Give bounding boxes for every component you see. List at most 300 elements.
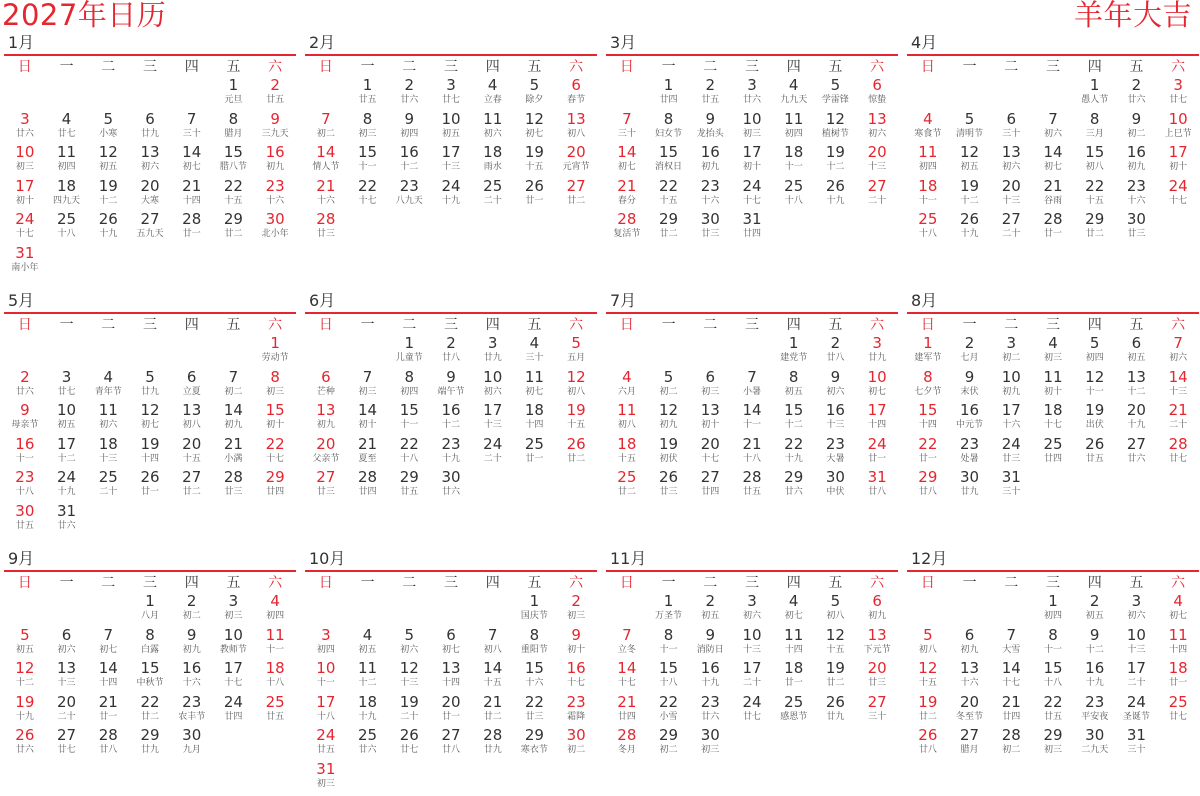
day-cell[interactable] — [305, 178, 347, 212]
day-cell[interactable] — [1074, 660, 1116, 694]
day-cell[interactable] — [648, 660, 690, 694]
day-cell[interactable] — [815, 469, 857, 503]
day-cell[interactable] — [46, 111, 88, 145]
day-cell[interactable] — [388, 369, 430, 403]
day-cell[interactable] — [1074, 627, 1116, 661]
day-cell[interactable] — [990, 178, 1032, 212]
day-cell[interactable] — [1032, 660, 1074, 694]
day-cell[interactable] — [87, 436, 129, 470]
day-cell[interactable] — [305, 694, 347, 728]
day-cell[interactable] — [555, 660, 597, 694]
day-cell[interactable] — [430, 369, 472, 403]
day-cell[interactable] — [815, 144, 857, 178]
day-cell[interactable] — [87, 694, 129, 728]
day-cell[interactable] — [1157, 660, 1199, 694]
day-cell[interactable] — [689, 144, 731, 178]
day-cell[interactable] — [648, 178, 690, 212]
day-cell[interactable] — [907, 369, 949, 403]
day-cell[interactable] — [4, 111, 46, 145]
day-cell[interactable] — [87, 727, 129, 761]
day-cell[interactable] — [472, 144, 514, 178]
day-cell[interactable] — [990, 402, 1032, 436]
day-cell[interactable] — [254, 111, 296, 145]
day-cell[interactable] — [46, 469, 88, 503]
day-cell[interactable] — [606, 660, 648, 694]
day-cell[interactable] — [46, 402, 88, 436]
day-cell[interactable] — [773, 111, 815, 145]
day-cell[interactable] — [254, 469, 296, 503]
day-cell[interactable] — [388, 727, 430, 761]
day-cell[interactable] — [648, 111, 690, 145]
day-cell[interactable] — [4, 727, 46, 761]
day-cell[interactable] — [254, 436, 296, 470]
day-cell[interactable] — [555, 77, 597, 111]
day-cell[interactable] — [990, 694, 1032, 728]
day-cell[interactable] — [1074, 178, 1116, 212]
day-cell[interactable] — [773, 436, 815, 470]
day-cell[interactable] — [305, 369, 347, 403]
day-cell[interactable] — [514, 144, 556, 178]
day-cell[interactable] — [856, 369, 898, 403]
day-cell[interactable] — [648, 593, 690, 627]
day-cell[interactable] — [1116, 144, 1158, 178]
day-cell[interactable] — [731, 369, 773, 403]
day-cell[interactable] — [347, 469, 389, 503]
day-cell[interactable] — [990, 144, 1032, 178]
day-cell[interactable] — [472, 694, 514, 728]
day-cell[interactable] — [990, 469, 1032, 503]
day-cell[interactable] — [689, 77, 731, 111]
day-cell[interactable] — [514, 77, 556, 111]
day-cell[interactable] — [949, 436, 991, 470]
day-cell[interactable] — [472, 111, 514, 145]
day-cell[interactable] — [388, 660, 430, 694]
day-cell[interactable] — [129, 402, 171, 436]
day-cell[interactable] — [514, 369, 556, 403]
day-cell[interactable] — [1116, 627, 1158, 661]
day-cell[interactable] — [856, 402, 898, 436]
day-cell[interactable] — [1074, 144, 1116, 178]
day-cell[interactable] — [514, 727, 556, 761]
day-cell[interactable] — [388, 144, 430, 178]
day-cell[interactable] — [305, 761, 347, 795]
day-cell[interactable] — [815, 369, 857, 403]
day-cell[interactable] — [1116, 694, 1158, 728]
day-cell[interactable] — [815, 436, 857, 470]
day-cell[interactable] — [87, 111, 129, 145]
day-cell[interactable] — [171, 178, 213, 212]
day-cell[interactable] — [129, 469, 171, 503]
day-cell[interactable] — [648, 369, 690, 403]
day-cell[interactable] — [129, 436, 171, 470]
day-cell[interactable] — [129, 694, 171, 728]
day-cell[interactable] — [1116, 211, 1158, 245]
day-cell[interactable] — [472, 402, 514, 436]
day-cell[interactable] — [949, 335, 991, 369]
day-cell[interactable] — [129, 111, 171, 145]
day-cell[interactable] — [305, 211, 347, 245]
day-cell[interactable] — [430, 436, 472, 470]
day-cell[interactable] — [171, 211, 213, 245]
day-cell[interactable] — [648, 211, 690, 245]
day-cell[interactable] — [648, 627, 690, 661]
day-cell[interactable] — [305, 111, 347, 145]
day-cell[interactable] — [856, 593, 898, 627]
day-cell[interactable] — [129, 627, 171, 661]
day-cell[interactable] — [129, 369, 171, 403]
day-cell[interactable] — [46, 436, 88, 470]
day-cell[interactable] — [1157, 77, 1199, 111]
day-cell[interactable] — [606, 211, 648, 245]
day-cell[interactable] — [1032, 727, 1074, 761]
day-cell[interactable] — [555, 369, 597, 403]
day-cell[interactable] — [731, 694, 773, 728]
day-cell[interactable] — [87, 660, 129, 694]
day-cell[interactable] — [254, 694, 296, 728]
day-cell[interactable] — [815, 77, 857, 111]
day-cell[interactable] — [254, 402, 296, 436]
day-cell[interactable] — [46, 694, 88, 728]
day-cell[interactable] — [990, 369, 1032, 403]
day-cell[interactable] — [430, 111, 472, 145]
day-cell[interactable] — [1157, 144, 1199, 178]
day-cell[interactable] — [907, 211, 949, 245]
day-cell[interactable] — [907, 111, 949, 145]
day-cell[interactable] — [46, 503, 88, 537]
day-cell[interactable] — [689, 627, 731, 661]
day-cell[interactable] — [1157, 335, 1199, 369]
day-cell[interactable] — [46, 727, 88, 761]
day-cell[interactable] — [430, 469, 472, 503]
day-cell[interactable] — [990, 335, 1032, 369]
day-cell[interactable] — [1032, 369, 1074, 403]
day-cell[interactable] — [213, 694, 255, 728]
day-cell[interactable] — [1116, 335, 1158, 369]
day-cell[interactable] — [430, 727, 472, 761]
day-cell[interactable] — [773, 77, 815, 111]
day-cell[interactable] — [731, 77, 773, 111]
day-cell[interactable] — [254, 77, 296, 111]
day-cell[interactable] — [254, 593, 296, 627]
day-cell[interactable] — [689, 593, 731, 627]
day-cell[interactable] — [1074, 111, 1116, 145]
day-cell[interactable] — [555, 402, 597, 436]
day-cell[interactable] — [254, 335, 296, 369]
day-cell[interactable] — [555, 335, 597, 369]
day-cell[interactable] — [87, 627, 129, 661]
day-cell[interactable] — [1032, 211, 1074, 245]
day-cell[interactable] — [129, 211, 171, 245]
day-cell[interactable] — [305, 727, 347, 761]
day-cell[interactable] — [305, 144, 347, 178]
day-cell[interactable] — [1032, 178, 1074, 212]
day-cell[interactable] — [1116, 402, 1158, 436]
day-cell[interactable] — [1157, 369, 1199, 403]
day-cell[interactable] — [1116, 369, 1158, 403]
day-cell[interactable] — [347, 178, 389, 212]
day-cell[interactable] — [815, 335, 857, 369]
day-cell[interactable] — [1157, 178, 1199, 212]
day-cell[interactable] — [4, 245, 46, 279]
day-cell[interactable] — [731, 211, 773, 245]
day-cell[interactable] — [856, 144, 898, 178]
day-cell[interactable] — [514, 660, 556, 694]
day-cell[interactable] — [648, 469, 690, 503]
day-cell[interactable] — [1116, 660, 1158, 694]
day-cell[interactable] — [46, 178, 88, 212]
day-cell[interactable] — [907, 436, 949, 470]
day-cell[interactable] — [129, 593, 171, 627]
day-cell[interactable] — [689, 369, 731, 403]
day-cell[interactable] — [949, 144, 991, 178]
day-cell[interactable] — [388, 335, 430, 369]
day-cell[interactable] — [731, 111, 773, 145]
day-cell[interactable] — [773, 178, 815, 212]
day-cell[interactable] — [430, 402, 472, 436]
day-cell[interactable] — [689, 211, 731, 245]
day-cell[interactable] — [815, 593, 857, 627]
day-cell[interactable] — [1157, 402, 1199, 436]
day-cell[interactable] — [388, 77, 430, 111]
day-cell[interactable] — [254, 660, 296, 694]
day-cell[interactable] — [606, 469, 648, 503]
day-cell[interactable] — [773, 694, 815, 728]
day-cell[interactable] — [1032, 402, 1074, 436]
day-cell[interactable] — [648, 694, 690, 728]
day-cell[interactable] — [347, 627, 389, 661]
day-cell[interactable] — [514, 593, 556, 627]
day-cell[interactable] — [990, 627, 1032, 661]
day-cell[interactable] — [254, 369, 296, 403]
day-cell[interactable] — [129, 144, 171, 178]
day-cell[interactable] — [856, 77, 898, 111]
day-cell[interactable] — [907, 660, 949, 694]
day-cell[interactable] — [171, 660, 213, 694]
day-cell[interactable] — [213, 593, 255, 627]
day-cell[interactable] — [46, 211, 88, 245]
day-cell[interactable] — [731, 436, 773, 470]
day-cell[interactable] — [689, 660, 731, 694]
day-cell[interactable] — [815, 178, 857, 212]
day-cell[interactable] — [1157, 436, 1199, 470]
day-cell[interactable] — [555, 436, 597, 470]
day-cell[interactable] — [213, 144, 255, 178]
day-cell[interactable] — [648, 144, 690, 178]
day-cell[interactable] — [907, 694, 949, 728]
day-cell[interactable] — [514, 111, 556, 145]
day-cell[interactable] — [815, 627, 857, 661]
day-cell[interactable] — [305, 436, 347, 470]
day-cell[interactable] — [305, 402, 347, 436]
day-cell[interactable] — [949, 727, 991, 761]
day-cell[interactable] — [1032, 627, 1074, 661]
day-cell[interactable] — [555, 178, 597, 212]
day-cell[interactable] — [1074, 335, 1116, 369]
day-cell[interactable] — [171, 402, 213, 436]
day-cell[interactable] — [4, 402, 46, 436]
day-cell[interactable] — [689, 469, 731, 503]
day-cell[interactable] — [514, 335, 556, 369]
day-cell[interactable] — [347, 727, 389, 761]
day-cell[interactable] — [907, 627, 949, 661]
day-cell[interactable] — [514, 694, 556, 728]
day-cell[interactable] — [1032, 593, 1074, 627]
day-cell[interactable] — [1116, 727, 1158, 761]
day-cell[interactable] — [388, 627, 430, 661]
day-cell[interactable] — [87, 369, 129, 403]
day-cell[interactable] — [472, 77, 514, 111]
day-cell[interactable] — [907, 469, 949, 503]
day-cell[interactable] — [87, 211, 129, 245]
day-cell[interactable] — [907, 178, 949, 212]
day-cell[interactable] — [731, 627, 773, 661]
day-cell[interactable] — [472, 369, 514, 403]
day-cell[interactable] — [1116, 178, 1158, 212]
day-cell[interactable] — [254, 627, 296, 661]
day-cell[interactable] — [949, 178, 991, 212]
day-cell[interactable] — [388, 436, 430, 470]
day-cell[interactable] — [856, 111, 898, 145]
day-cell[interactable] — [1157, 593, 1199, 627]
day-cell[interactable] — [606, 727, 648, 761]
day-cell[interactable] — [213, 111, 255, 145]
day-cell[interactable] — [213, 469, 255, 503]
day-cell[interactable] — [773, 469, 815, 503]
day-cell[interactable] — [472, 436, 514, 470]
day-cell[interactable] — [4, 211, 46, 245]
day-cell[interactable] — [430, 335, 472, 369]
day-cell[interactable] — [648, 77, 690, 111]
day-cell[interactable] — [606, 178, 648, 212]
day-cell[interactable] — [949, 402, 991, 436]
day-cell[interactable] — [430, 660, 472, 694]
day-cell[interactable] — [305, 660, 347, 694]
day-cell[interactable] — [171, 111, 213, 145]
day-cell[interactable] — [213, 178, 255, 212]
day-cell[interactable] — [815, 694, 857, 728]
day-cell[interactable] — [388, 111, 430, 145]
day-cell[interactable] — [606, 144, 648, 178]
day-cell[interactable] — [4, 694, 46, 728]
day-cell[interactable] — [555, 111, 597, 145]
day-cell[interactable] — [555, 627, 597, 661]
day-cell[interactable] — [606, 694, 648, 728]
day-cell[interactable] — [171, 469, 213, 503]
day-cell[interactable] — [606, 436, 648, 470]
day-cell[interactable] — [949, 660, 991, 694]
day-cell[interactable] — [856, 335, 898, 369]
day-cell[interactable] — [773, 369, 815, 403]
day-cell[interactable] — [606, 627, 648, 661]
day-cell[interactable] — [4, 469, 46, 503]
day-cell[interactable] — [4, 503, 46, 537]
day-cell[interactable] — [731, 469, 773, 503]
day-cell[interactable] — [171, 593, 213, 627]
day-cell[interactable] — [347, 402, 389, 436]
day-cell[interactable] — [213, 369, 255, 403]
day-cell[interactable] — [472, 335, 514, 369]
day-cell[interactable] — [949, 369, 991, 403]
day-cell[interactable] — [815, 402, 857, 436]
day-cell[interactable] — [815, 660, 857, 694]
day-cell[interactable] — [606, 111, 648, 145]
day-cell[interactable] — [1074, 694, 1116, 728]
day-cell[interactable] — [731, 593, 773, 627]
day-cell[interactable] — [347, 436, 389, 470]
day-cell[interactable] — [46, 627, 88, 661]
day-cell[interactable] — [731, 144, 773, 178]
day-cell[interactable] — [856, 660, 898, 694]
day-cell[interactable] — [171, 727, 213, 761]
day-cell[interactable] — [129, 178, 171, 212]
day-cell[interactable] — [254, 211, 296, 245]
day-cell[interactable] — [87, 469, 129, 503]
day-cell[interactable] — [949, 211, 991, 245]
day-cell[interactable] — [1032, 694, 1074, 728]
day-cell[interactable] — [1116, 77, 1158, 111]
day-cell[interactable] — [171, 144, 213, 178]
day-cell[interactable] — [1074, 402, 1116, 436]
day-cell[interactable] — [606, 402, 648, 436]
day-cell[interactable] — [907, 335, 949, 369]
day-cell[interactable] — [731, 178, 773, 212]
day-cell[interactable] — [472, 178, 514, 212]
day-cell[interactable] — [1032, 436, 1074, 470]
day-cell[interactable] — [1074, 369, 1116, 403]
day-cell[interactable] — [514, 627, 556, 661]
day-cell[interactable] — [171, 369, 213, 403]
day-cell[interactable] — [555, 593, 597, 627]
day-cell[interactable] — [856, 627, 898, 661]
day-cell[interactable] — [555, 694, 597, 728]
day-cell[interactable] — [907, 727, 949, 761]
day-cell[interactable] — [1032, 335, 1074, 369]
day-cell[interactable] — [87, 402, 129, 436]
day-cell[interactable] — [213, 211, 255, 245]
day-cell[interactable] — [46, 144, 88, 178]
day-cell[interactable] — [4, 178, 46, 212]
day-cell[interactable] — [1157, 111, 1199, 145]
day-cell[interactable] — [514, 402, 556, 436]
day-cell[interactable] — [773, 402, 815, 436]
day-cell[interactable] — [305, 627, 347, 661]
day-cell[interactable] — [129, 727, 171, 761]
day-cell[interactable] — [1074, 77, 1116, 111]
day-cell[interactable] — [1116, 436, 1158, 470]
day-cell[interactable] — [648, 727, 690, 761]
day-cell[interactable] — [1074, 727, 1116, 761]
day-cell[interactable] — [1074, 211, 1116, 245]
day-cell[interactable] — [46, 369, 88, 403]
day-cell[interactable] — [949, 111, 991, 145]
day-cell[interactable] — [4, 660, 46, 694]
day-cell[interactable] — [430, 77, 472, 111]
day-cell[interactable] — [347, 111, 389, 145]
day-cell[interactable] — [856, 436, 898, 470]
day-cell[interactable] — [648, 402, 690, 436]
day-cell[interactable] — [815, 111, 857, 145]
day-cell[interactable] — [213, 627, 255, 661]
day-cell[interactable] — [472, 627, 514, 661]
day-cell[interactable] — [4, 144, 46, 178]
day-cell[interactable] — [1157, 694, 1199, 728]
day-cell[interactable] — [990, 111, 1032, 145]
day-cell[interactable] — [4, 627, 46, 661]
day-cell[interactable] — [990, 727, 1032, 761]
day-cell[interactable] — [648, 436, 690, 470]
day-cell[interactable] — [87, 144, 129, 178]
day-cell[interactable] — [347, 660, 389, 694]
